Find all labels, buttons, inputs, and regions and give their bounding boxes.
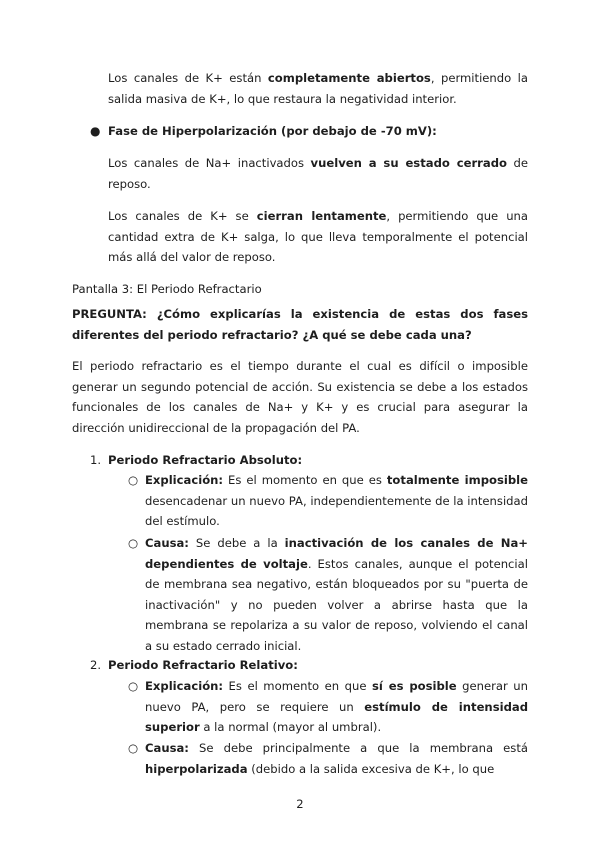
question-paragraph: PREGUNTA: ¿Cómo explicarías la existencia de estas dos fases diferentes del periodo refractario? ¿A qué se debe cada una? [72, 307, 528, 342]
list-item-title: Periodo Refractario Relativo: [108, 658, 298, 672]
list-number: 1. [90, 453, 102, 467]
bullet-marker: ● [90, 124, 101, 138]
hyper-paragraph-2: Los canales de K+ se cierran lentamente, permitiendo que una cantidad extra de K+ salga, lo que lleva temporalmente el potencial más allá del valor de reposo. [108, 209, 528, 264]
list-item-title: Periodo Refractario Absoluto: [108, 453, 303, 467]
sub-bullet-marker: ○ [128, 473, 139, 487]
page-number: 2 [296, 797, 304, 811]
list-subitem: Explicación: Es el momento en que es totalmente imposible desencadenar un nuevo PA, independientemente de la intensidad del estímulo. [145, 473, 528, 528]
list-subitem: Causa: Se debe a la inactivación de los canales de Na+ dependientes de voltaje. Estos canales, aunque el potencial de membrana sea negativo, están bloqueados por su "puerta de inactivación" y no pueden volver a abrirse hasta que la membrana se repolariza a su valor de reposo, volviendo el canal a su estado cerrado inicial. [145, 536, 528, 653]
list-subitem: Causa: Se debe principalmente a que la membrana está hiperpolarizada (debido a la salida excesiva de K+, lo que [145, 741, 528, 776]
intro-paragraph: El periodo refractario es el tiempo durante el cual es difícil o imposible generar un segundo potencial de acción. Su existencia se debe a los estados funcionales de los canales de Na+ y K+ y es crucial para asegurar la dirección unidireccional de la propagación del PA. [72, 359, 528, 435]
sub-bullet-marker: ○ [128, 536, 139, 550]
sub-bullet-marker: ○ [128, 679, 139, 693]
sub-bullet-marker: ○ [128, 741, 139, 755]
k-open-paragraph: Los canales de K+ están completamente abiertos, permitiendo la salida masiva de K+, lo que restaura la negatividad interior. [108, 71, 528, 106]
list-number: 2. [90, 658, 102, 672]
hyper-paragraph-1: Los canales de Na+ inactivados vuelven a su estado cerrado de reposo. [108, 156, 528, 191]
list-subitem: Explicación: Es el momento en que sí es posible generar un nuevo PA, pero se requiere un estímulo de intensidad superior a la normal (mayor al umbral). [145, 679, 528, 734]
section-heading: Pantalla 3: El Periodo Refractario [72, 282, 262, 296]
hyperpolarization-heading: Fase de Hiperpolarización (por debajo de -70 mV): [108, 124, 437, 138]
